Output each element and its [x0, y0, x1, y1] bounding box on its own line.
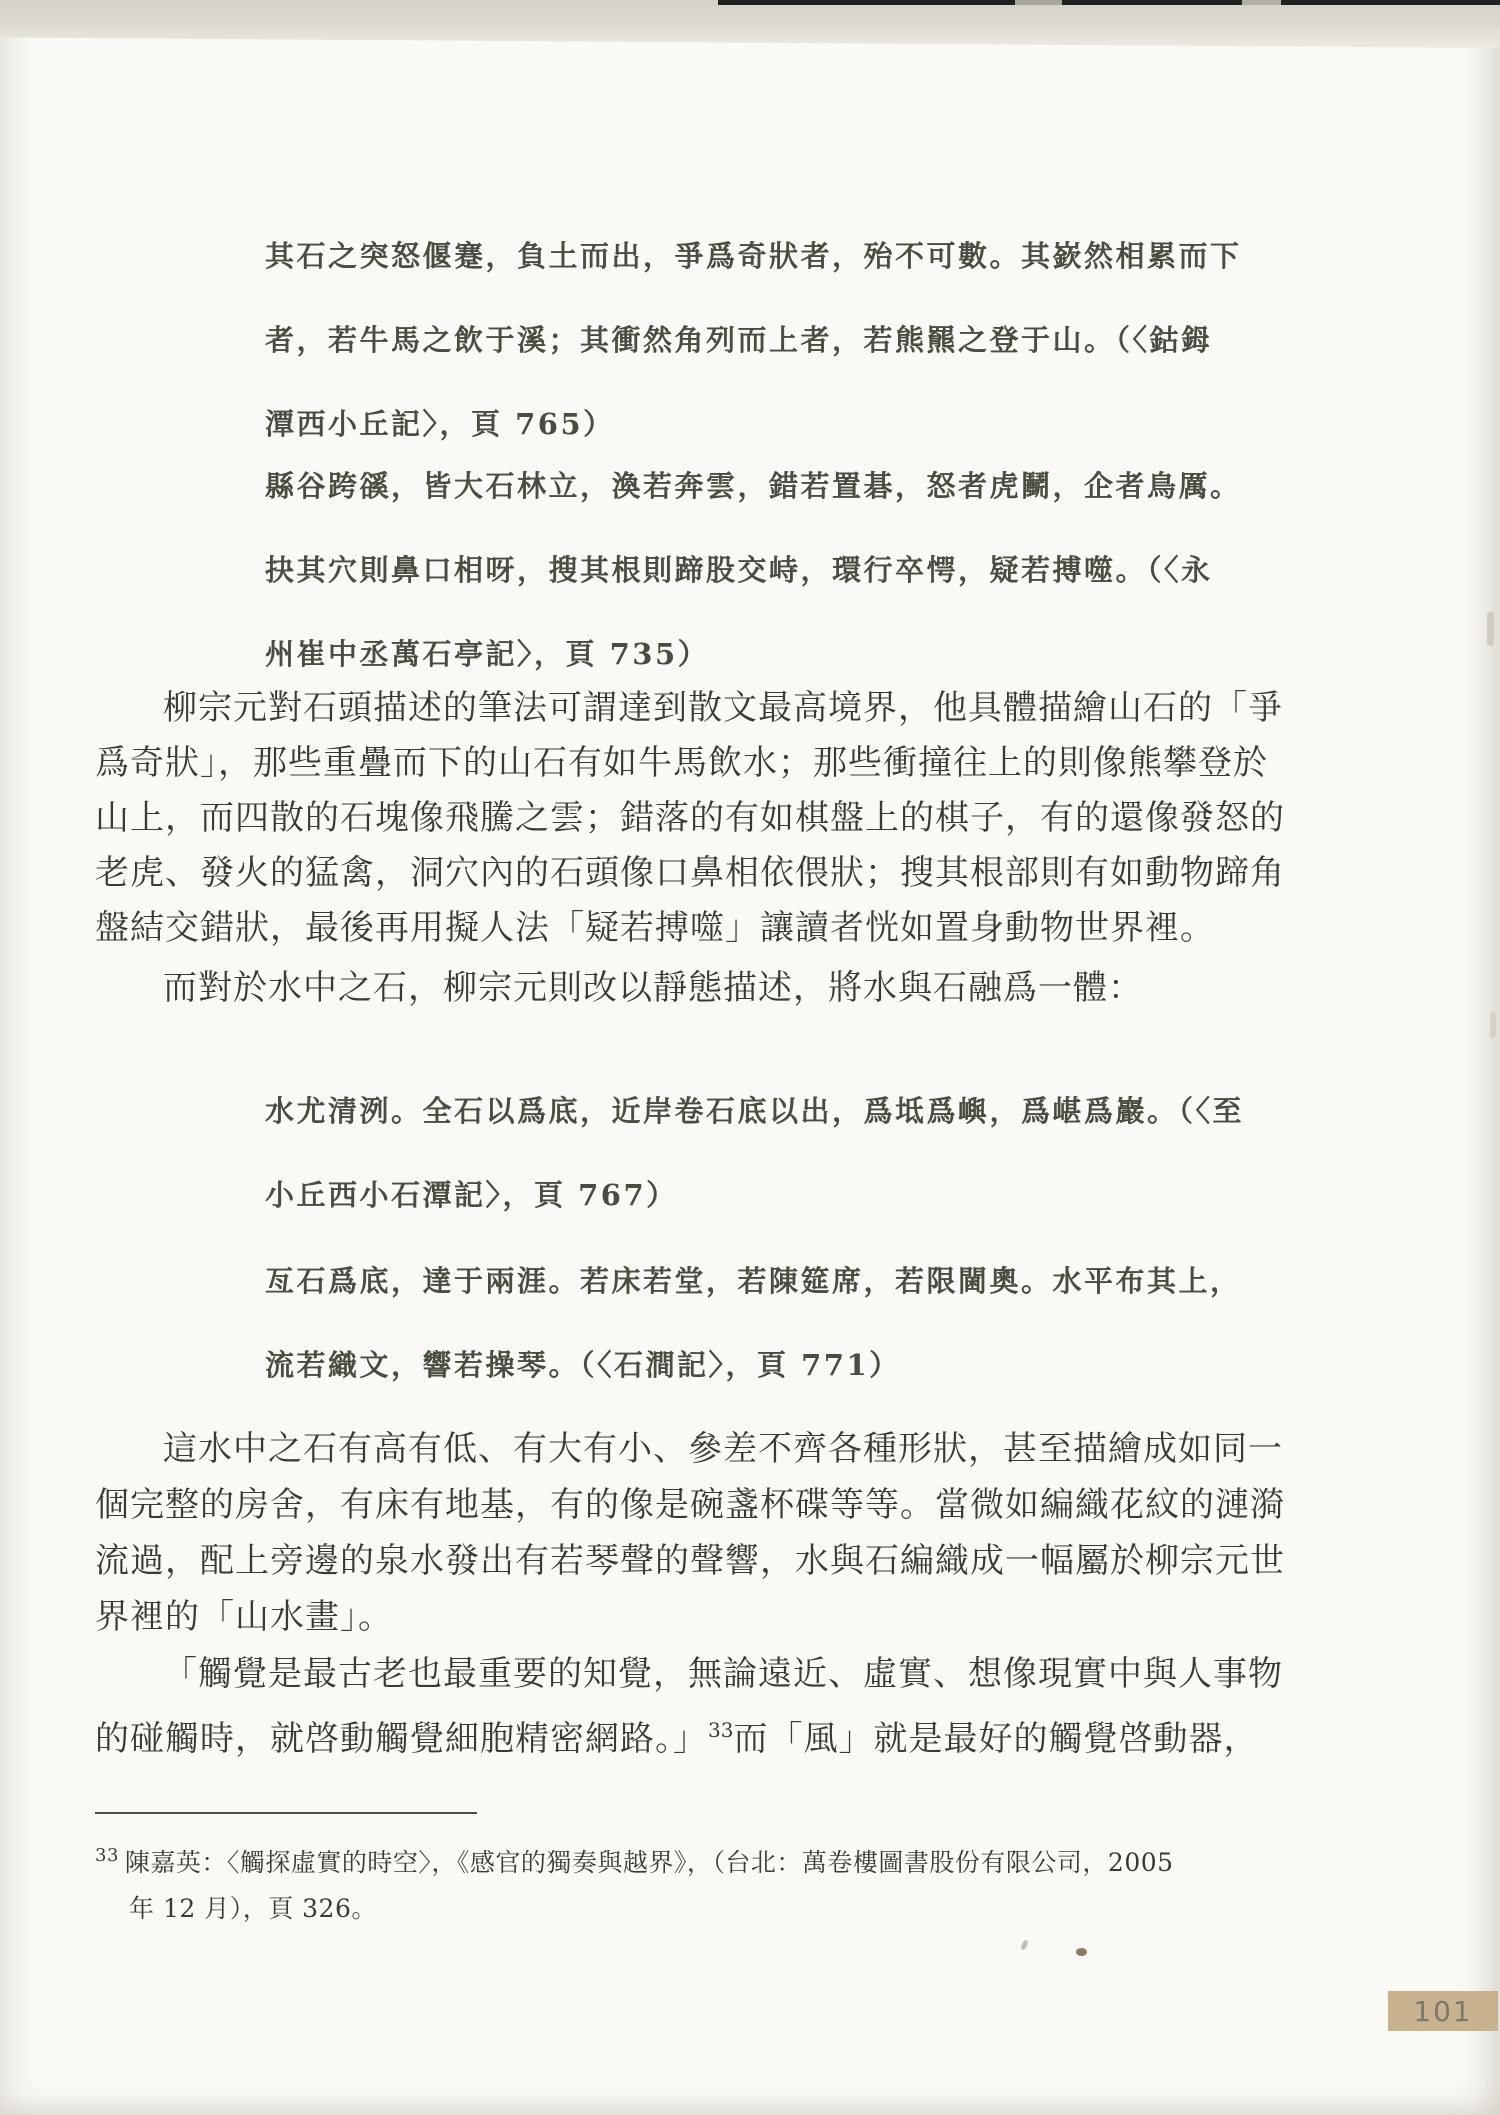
footnote-line: [95, 1833, 1425, 1886]
quote-line: 其石之突怒偃蹇，負土而出，爭爲奇狀者，殆不可數。其嶔然相累而下: [265, 239, 1242, 273]
footnote-line: 年 12 月），頁 326。: [129, 1894, 377, 1923]
paragraph-line: 柳宗元對石頭描述的筆法可謂達到散文最高境界，他具體描繪山石的「爭: [163, 688, 1283, 728]
quote-line: 水尤清洌。全石以爲底，近岸卷石底以出，爲坻爲嶼，爲嵁爲巖。（〈至: [265, 1094, 1245, 1128]
quote-block-xiaoshitan: [265, 1069, 1325, 1237]
quote-line: 流若織文，響若操琴。（〈石澗記〉，頁 771）: [265, 1348, 901, 1382]
paragraph-touch-sense: [95, 1646, 1425, 1767]
footnote-marker: 33: [95, 1845, 119, 1866]
quote-block-gumu-tan: [265, 214, 1325, 466]
footnote-33: [95, 1833, 1425, 1932]
quote-line: 亙石爲底，達于兩涯。若床若堂，若陳筵席，若限閫奧。水平布其上，: [265, 1264, 1242, 1298]
quote-line: 潭西小丘記〉，頁 765）: [265, 407, 615, 441]
paragraph-line: 爲奇狀」，那些重疊而下的山石有如牛馬飲水；那些衝撞往上的則像熊攀登於: [95, 743, 1268, 783]
paragraph-text: 的碰觸時，就啓動觸覺細胞精密網路。」: [95, 1719, 708, 1759]
footnote-text: 陳嘉英：〈觸探虛實的時空〉，《感官的獨奏與越界》，（台北：萬卷樓圖書股份有限公司，2005: [124, 1848, 1174, 1877]
scan-speck: [1020, 1939, 1029, 1950]
paragraph-line: [95, 1702, 1425, 1767]
quote-block-shijian-ji: [265, 1239, 1325, 1407]
paragraph-stones-in-water: [95, 1421, 1425, 1645]
paragraph-line: 流過，配上旁邊的泉水發出有若琴聲的聲響，水與石編織成一幅屬於柳宗元世: [95, 1541, 1285, 1581]
paragraph-line: 「觸覺是最古老也最重要的知覺，無論遠近、虛實、想像現實中與人事物: [163, 1654, 1283, 1694]
paragraph-line: 而對於水中之石，柳宗元則改以靜態描述，將水與石融爲一體：: [163, 968, 1143, 1008]
quote-block-wanshi-ting: [265, 444, 1325, 696]
paragraph-line: 老虎、發火的猛禽，洞穴內的石頭像口鼻相依偎狀；搜其根部則有如動物蹄角: [95, 853, 1285, 893]
paragraph-line: 盤結交錯狀，最後再用擬人法「疑若搏噬」讓讀者恍如置身動物世界裡。: [95, 908, 1215, 948]
quote-line: 州崔中丞萬石亭記〉，頁 735）: [265, 637, 710, 671]
scan-edge-line: [718, 0, 1500, 5]
page-number: 101: [1413, 1994, 1473, 2028]
scan-speck: [1076, 1948, 1087, 1956]
footnote-reference: 33: [708, 1718, 734, 1742]
scan-edge-band: [0, 0, 1500, 48]
scan-edge-mark: [1487, 612, 1494, 646]
quote-line: 縣谷跨豀，皆大石林立，渙若奔雲，錯若置碁，怒者虎鬭，企者鳥厲。: [265, 469, 1242, 503]
paragraph-text: 而「風」就是最好的觸覺啓動器，: [733, 1719, 1259, 1759]
scan-edge-mark: [1490, 1012, 1496, 1038]
paragraph-line: 個完整的房舍，有床有地基，有的像是碗盞杯碟等等。當微如編織花紋的漣漪: [95, 1485, 1285, 1525]
quote-line: 者，若牛馬之飲于溪；其衝然角列而上者，若熊羆之登于山。（〈鈷鉧: [265, 323, 1213, 357]
quote-line: 小丘西小石潭記〉，頁 767）: [265, 1178, 678, 1212]
quote-line: 抉其穴則鼻口相呀，搜其根則蹄股交峙，環行卒愕，疑若搏噬。（〈永: [265, 553, 1213, 587]
page-number-badge: [1388, 1991, 1498, 2031]
paragraph-mountain-stones: [95, 681, 1425, 956]
paragraph-water-stone-intro: [95, 961, 1425, 1016]
footnote-divider: [95, 1812, 477, 1814]
paragraph-line: 山上，而四散的石塊像飛騰之雲；錯落的有如棋盤上的棋子，有的還像發怒的: [95, 798, 1285, 838]
paragraph-line: 界裡的「山水畫」。: [95, 1597, 393, 1637]
paragraph-line: 這水中之石有高有低、有大有小、參差不齊各種形狀，甚至描繪成如同一: [163, 1429, 1283, 1469]
